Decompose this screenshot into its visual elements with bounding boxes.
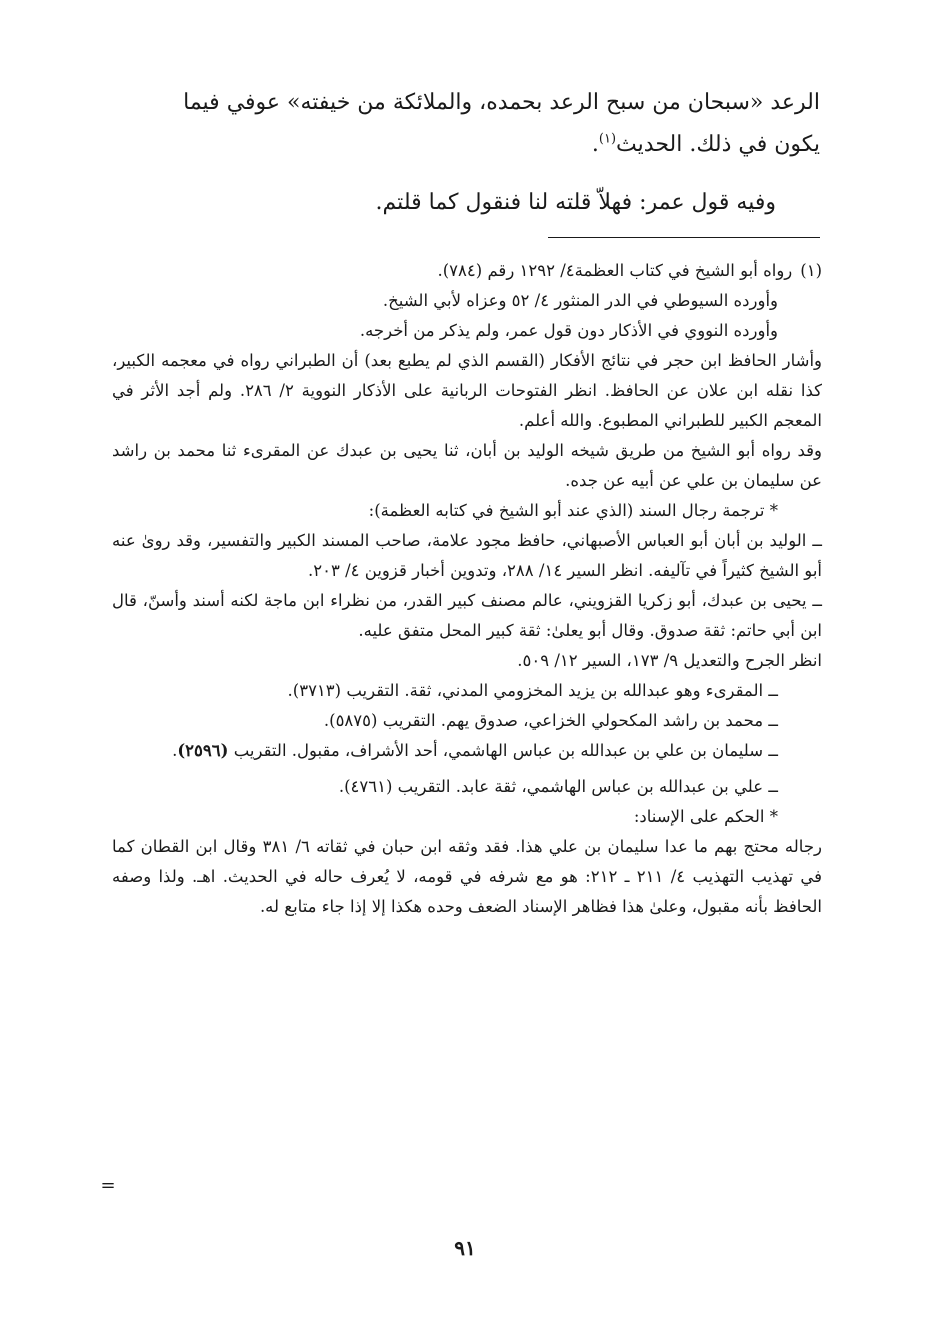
footnote-chain: وقد رواه أبو الشيخ من طريق شيخه الوليد بن أبان، ثنا يحيى بن عبدك عن المقرىء ثنا محمد بن راشد عن سليمان بن علي عن أبيه عن جده. bbox=[112, 441, 822, 490]
main-line-2-end: . bbox=[591, 132, 599, 157]
footnote-walid: ــ الوليد بن أبان أبو العباس الأصبهاني، حافظ مجود علامة، صاحب المسند الكبير والتفسير، وقد روىٰ عنه أبو الشيخ كثيراً في تآليفه. انظر السير ١٤/ ٢٨٨، وتدوين أخبار قزوين ٤/ ٢٠٣. bbox=[112, 531, 822, 580]
main-text bbox=[112, 82, 820, 224]
footnote-nawawi: وأورده النووي في الأذكار دون قول عمر، ولم يذكر من أخرجه. bbox=[359, 321, 778, 340]
footnote-heading-narrators: * ترجمة رجال السند (الذي عند أبو الشيخ في كتابه العظمة): bbox=[368, 501, 778, 520]
footnote-number: (١) bbox=[800, 261, 822, 280]
main-line-1: الرعد «سبحان من سبح الرعد بحمده، والملائكة من خيفته» عوفي فيما bbox=[183, 90, 820, 115]
footnote-sulayman bbox=[112, 736, 822, 766]
footnote-sulayman-text: ــ سليمان بن علي بن عبدالله بن عباس الهاشمي، أحد الأشراف، مقبول. التقريب bbox=[233, 741, 778, 760]
footnote-suyuti: وأورده السيوطي في الدر المنثور ٤/ ٥٢ وعزاه لأبي الشيخ. bbox=[382, 291, 778, 310]
continuation-mark: = bbox=[100, 1175, 116, 1196]
footnote-muhammad: ــ محمد بن راشد المكحولي الخزاعي، صدوق يهم. التقريب (٥٨٧٥). bbox=[323, 711, 778, 730]
footnote-reference: (١) bbox=[598, 131, 617, 147]
footnote-ibn-hajar: وأشار الحافظ ابن حجر في نتائج الأفكار (القسم الذي لم يطبع بعد) أن الطبراني رواه في معجمه الكبير، كذا نقله ابن علان عن الحافظ. انظر الفتوحات الربانية على الأذكار النووية ٢/ ٢٨٦. ولم أجد الأثر في المعجم الكبير للطبراني المطبوع. والله أعلم. bbox=[112, 351, 822, 430]
main-line-2 bbox=[112, 124, 820, 166]
page-number: ٩١ bbox=[454, 1236, 476, 1260]
footnote-ali: ــ علي بن عبدالله بن عباس الهاشمي، ثقة عابد. التقريب (٤٧٦١). bbox=[338, 777, 778, 796]
footnote-ruling: رجاله محتج بهم ما عدا سليمان بن علي هذا. فقد وثقه ابن حبان في ثقاته ٦/ ٣٨١ وقال ابن القطان كما في تهذيب التهذيب ٤/ ٢١١ ـ ٢١٢: هو مع شرفه في قومه، لا يُعرف حاله في الحديث. اهـ. ولذا وصفه الحافظ بأنه مقبول، وعلىٰ هذا فظاهر الإسناد الضعف وحده هكذا إلا إذا جاء متابع له. bbox=[112, 837, 822, 916]
footnote-separator bbox=[548, 237, 820, 238]
footnote-first-line bbox=[112, 256, 822, 286]
footnote-refs: انظر الجرح والتعديل ٩/ ١٧٣، السير ١٢/ ٥٠٩. bbox=[517, 651, 822, 670]
footnotes bbox=[112, 256, 822, 922]
footnote-muqri: ــ المقرىء وهو عبدالله بن يزيد المخزومي المدني، ثقة. التقريب (٣٧١٣). bbox=[287, 681, 778, 700]
footnote-sulayman-end: . bbox=[172, 741, 178, 760]
footnote-yahya: ــ يحيى بن عبدك، أبو زكريا القزويني، عالم مصنف كبير القدر، من نظراء ابن ماجة لكنه أسند وأسنّ، قال ابن أبي حاتم: ثقة صدوق. وقال أبو يعلىٰ: ثقة كبير المحل متفق عليه. bbox=[112, 591, 822, 640]
main-line-2-text: يكون في ذلك. الحديث bbox=[616, 132, 820, 157]
main-line-3: وفيه قول عمر: فهلاّ قلته لنا فنقول كما قلتم. bbox=[375, 190, 776, 215]
footnote-sulayman-ref: (٢٥٩٦) bbox=[177, 741, 229, 760]
footnote-first-text: رواه أبو الشيخ في كتاب العظمة٤/ ١٢٩٢ رقم (٧٨٤). bbox=[437, 261, 793, 280]
footnote-heading-ruling: * الحكم على الإسناد: bbox=[633, 807, 778, 826]
